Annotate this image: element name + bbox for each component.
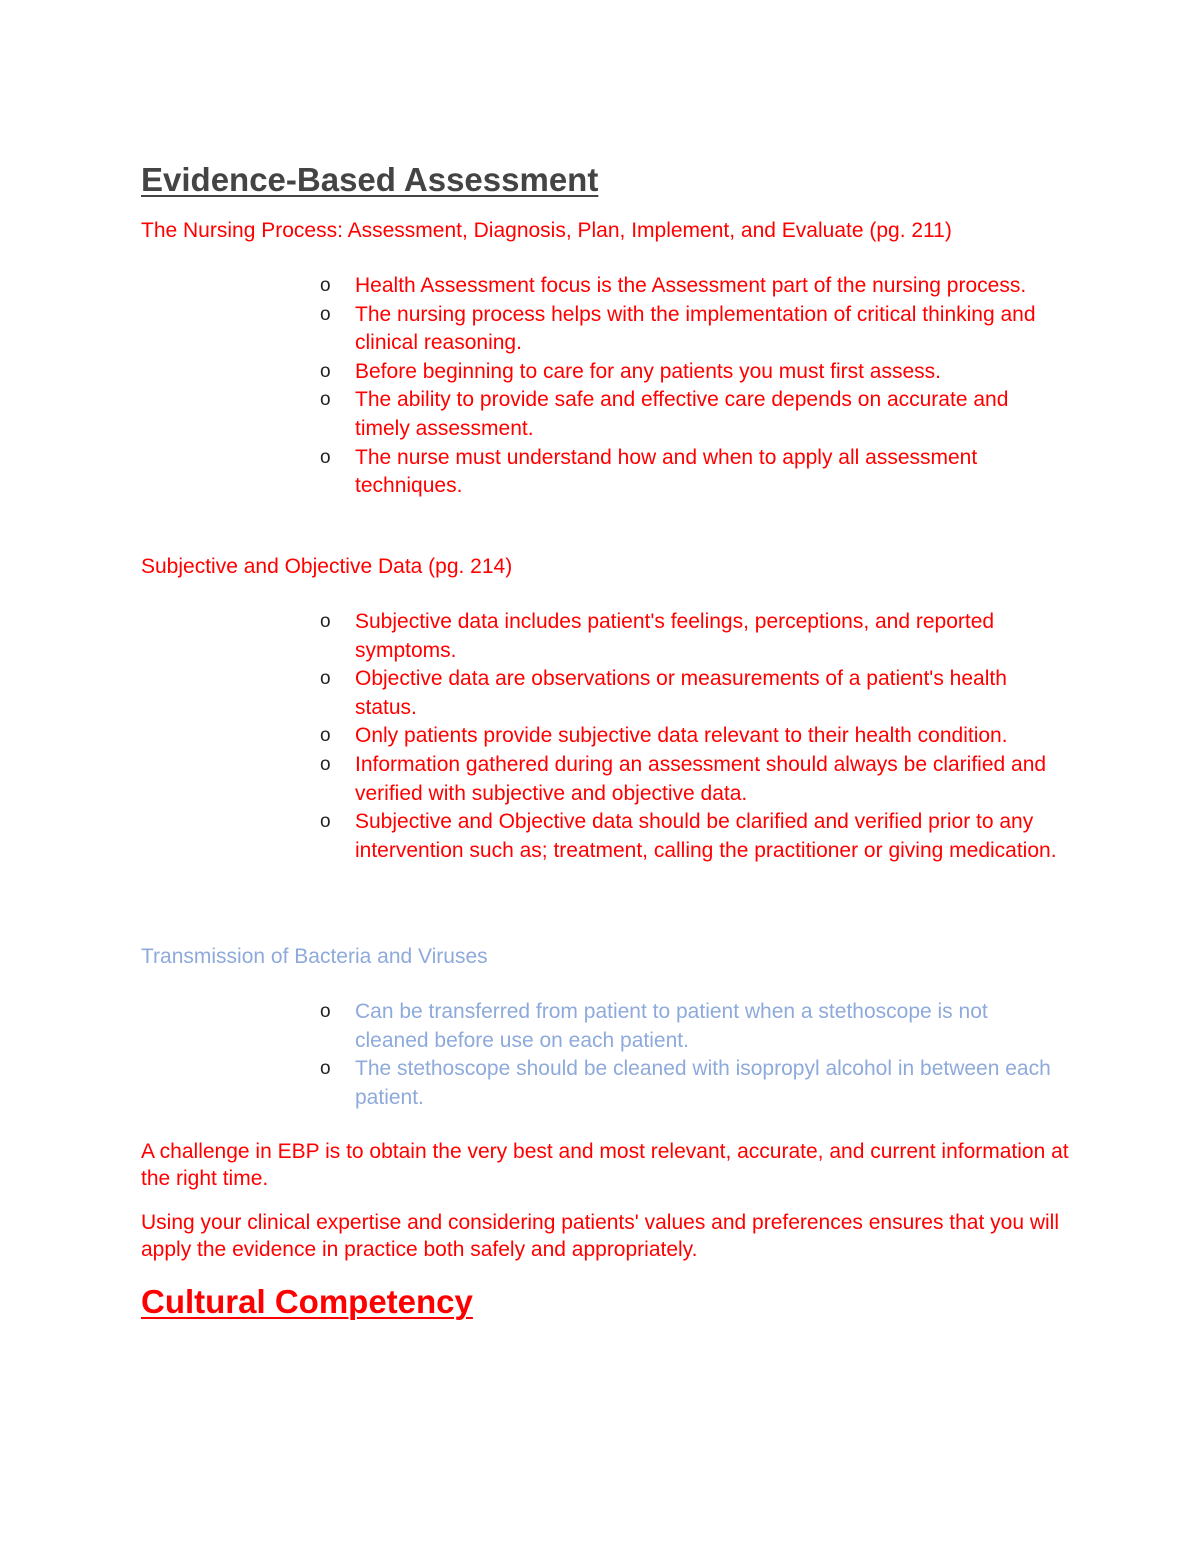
list-item: [320, 1055, 1060, 1112]
list-item: [320, 751, 1060, 808]
list-item-text: Subjective data includes patient's feelings, perceptions, and reported symptoms.: [355, 610, 995, 662]
bullet-marker: o: [320, 389, 331, 411]
list-item: [320, 358, 1060, 387]
list-item-text: The stethoscope should be cleaned with isopropyl alcohol in between each patient.: [355, 1057, 1051, 1109]
bullet-marker: o: [320, 303, 331, 325]
list-item-text: The ability to provide safe and effective care depends on accurate and timely assessment.: [355, 388, 1009, 440]
transmission-list: [320, 998, 1060, 1112]
section-heading-subjective-objective: Subjective and Objective Data (pg. 214): [141, 555, 513, 578]
paragraph-clinical-expertise: Using your clinical expertise and considering patients' values and preferences ensures that you will apply the evidence in practice both safely and appropriately.: [141, 1211, 1060, 1261]
section-heading-nursing-process: The Nursing Process: Assessment, Diagnosis, Plan, Implement, and Evaluate (pg. 211): [141, 219, 952, 242]
list-item-text: Before beginning to care for any patients you must first assess.: [355, 359, 941, 383]
list-item: [320, 722, 1060, 751]
bullet-marker: o: [320, 1058, 331, 1080]
list-item-text: Objective data are observations or measurements of a patient's health status.: [355, 667, 1007, 719]
list-item: [320, 386, 1060, 443]
list-item: [320, 301, 1060, 358]
nursing-process-list: [320, 272, 1060, 501]
list-item: [320, 444, 1060, 501]
bullet-marker: o: [320, 1001, 331, 1022]
section-heading-transmission: Transmission of Bacteria and Viruses: [141, 945, 488, 968]
subjective-objective-list: [320, 608, 1060, 865]
bullet-marker: o: [320, 446, 331, 468]
bullet-marker: o: [320, 360, 331, 382]
bullet-marker: o: [320, 753, 331, 775]
list-item: [320, 608, 1060, 665]
list-item-text: Only patients provide subjective data relevant to their health condition.: [355, 724, 1008, 748]
paragraph-ebp-challenge: A challenge in EBP is to obtain the very best and most relevant, accurate, and current information at the right time.: [141, 1140, 1069, 1190]
bullet-marker: o: [320, 611, 331, 632]
list-item: [320, 808, 1060, 865]
list-item-text: Subjective and Objective data should be clarified and verified prior to any intervention such as; treatment, calling the practitioner or giving medication.: [355, 810, 1057, 862]
list-item-text: The nurse must understand how and when to apply all assessment techniques.: [355, 445, 978, 498]
list-item-text: Can be transferred from patient to patient when a stethoscope is not cleaned before use on each patient.: [355, 1000, 988, 1052]
page-title: Evidence-Based Assessment: [141, 161, 599, 198]
bullet-marker: o: [320, 275, 331, 296]
section-title-cultural-competency: Cultural Competency: [141, 1283, 473, 1320]
bullet-marker: o: [320, 668, 331, 690]
bullet-marker: o: [320, 725, 331, 747]
list-item: [320, 998, 1060, 1055]
bullet-marker: o: [320, 811, 331, 833]
list-item-text: Health Assessment focus is the Assessment part of the nursing process.: [355, 274, 1027, 297]
list-item-text: Information gathered during an assessment should always be clarified and verified with subjective and objective data.: [355, 752, 1047, 805]
list-item: [320, 665, 1060, 722]
list-item: [320, 272, 1060, 301]
list-item-text: The nursing process helps with the implementation of critical thinking and clinical reasoning.: [355, 302, 1036, 355]
